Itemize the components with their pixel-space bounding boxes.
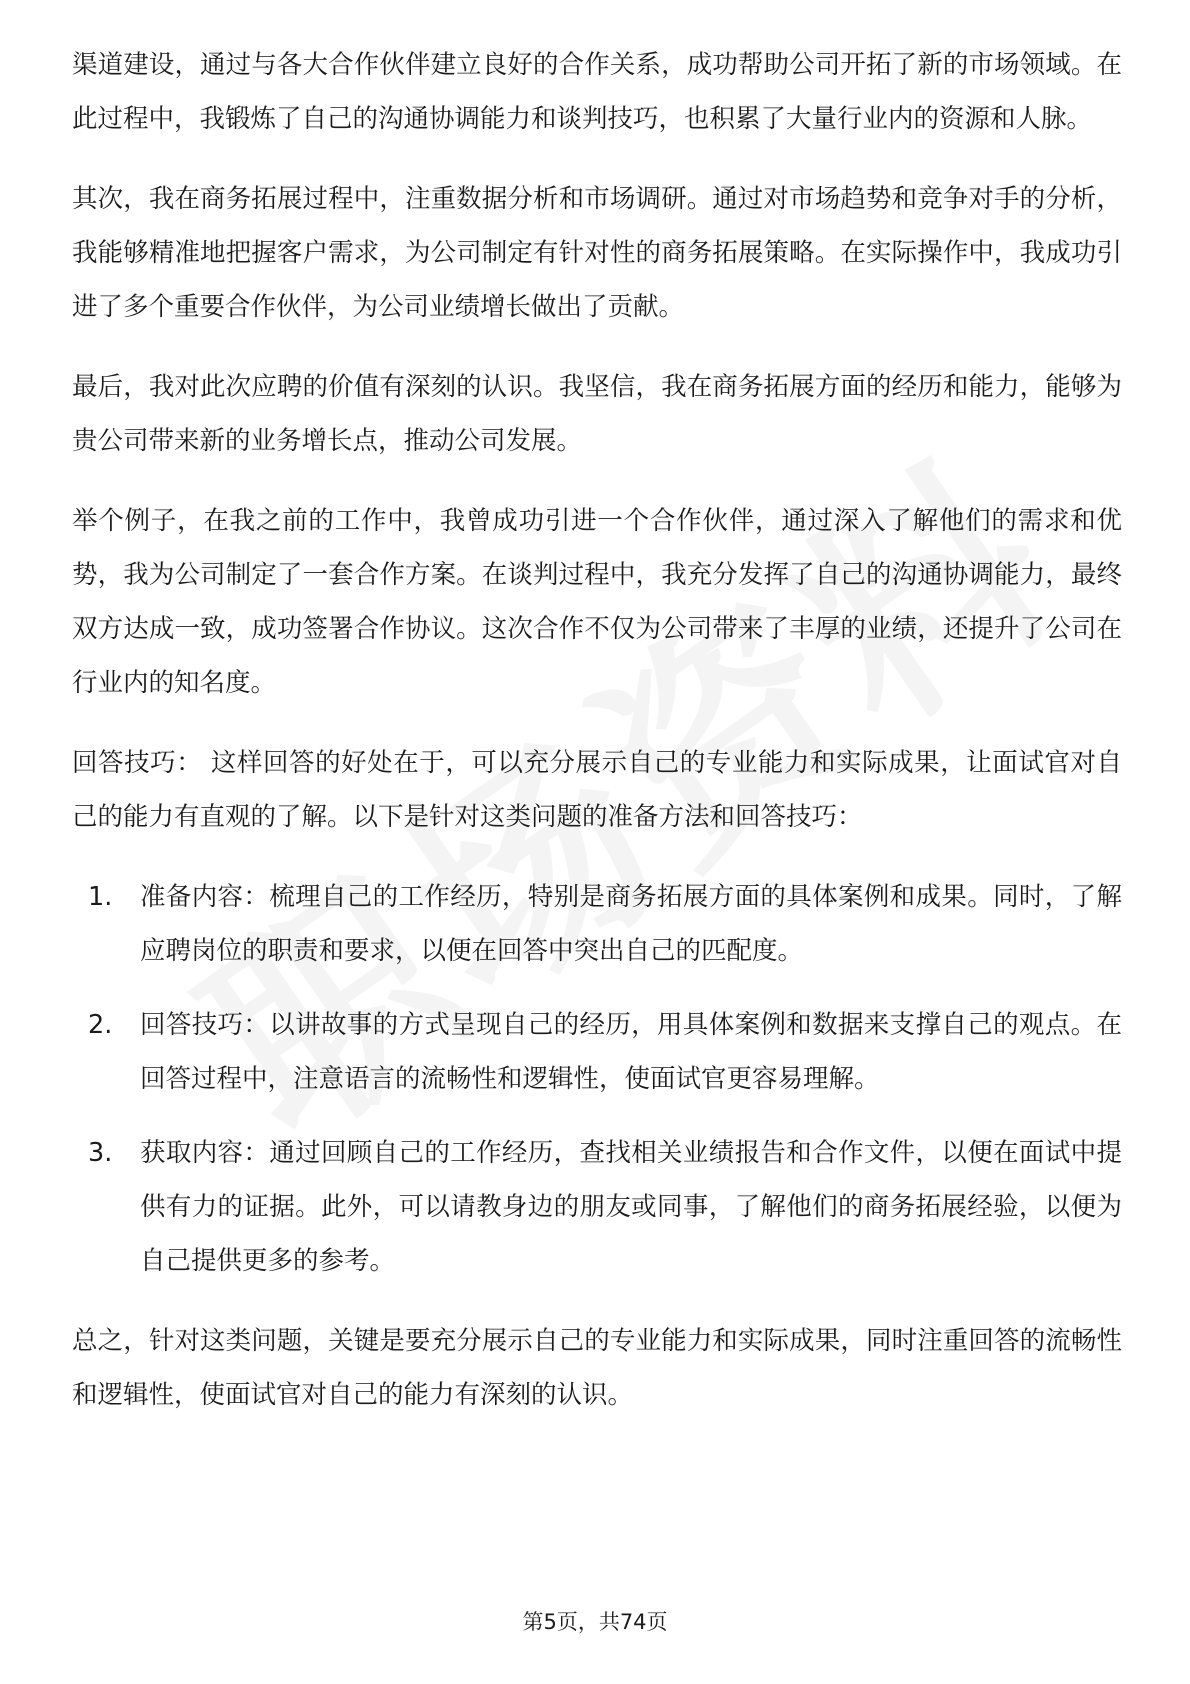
tips-list [72,870,1122,1288]
list-item-number: 1. [88,882,113,912]
paragraph: 举个例子，在我之前的工作中，我曾成功引进一个合作伙伴，通过深入了解他们的需求和优势，我为公司制定了一套合作方案。在谈判过程中，我充分发挥了自己的沟通协调能力，最终双方达成一致，成功签署合作协议。这次合作不仅为公司带来了丰厚的业绩，还提升了公司在行业内的知名度。 [72,506,1122,698]
list-item [88,998,1122,1106]
conclusion-paragraph: 总之，针对这类问题，关键是要充分展示自己的专业能力和实际成果，同时注重回答的流畅性和逻辑性，使面试官对自己的能力有深刻的认识。 [72,1326,1122,1410]
answer-tips-intro: 回答技巧： 这样回答的好处在于，可以充分展示自己的专业能力和实际成果，让面试官对自己的能力有直观的了解。以下是针对这类问题的准备方法和回答技巧： [72,748,1122,832]
list-item-number: 3. [88,1138,113,1168]
page-number: 第5页，共74页 [522,1610,668,1634]
list-item-text: 准备内容：梳理自己的工作经历，特别是商务拓展方面的具体案例和成果。同时，了解应聘岗位的职责和要求，以便在回答中突出自己的匹配度。 [140,882,1122,966]
paragraph: 最后，我对此次应聘的价值有深刻的认识。我坚信，我在商务拓展方面的经历和能力，能够为贵公司带来新的业务增长点，推动公司发展。 [72,372,1122,456]
list-item [88,870,1122,978]
paragraph: 其次，我在商务拓展过程中，注重数据分析和市场调研。通过对市场趋势和竞争对手的分析，我能够精准地把握客户需求，为公司制定有针对性的商务拓展策略。在实际操作中，我成功引进了多个重要合作伙伴，为公司业绩增长做出了贡献。 [72,184,1122,322]
list-item-number: 2. [88,1010,113,1040]
list-item [88,1126,1122,1288]
list-item-text: 回答技巧：以讲故事的方式呈现自己的经历，用具体案例和数据来支撑自己的观点。在回答过程中，注意语言的流畅性和逻辑性，使面试官更容易理解。 [140,1010,1122,1094]
document-body [72,38,1122,1448]
paragraph: 渠道建设，通过与各大合作伙伴建立良好的合作关系，成功帮助公司开拓了新的市场领域。在此过程中，我锻炼了自己的沟通协调能力和谈判技巧，也积累了大量行业内的资源和人脉。 [72,50,1122,134]
list-item-text: 获取内容：通过回顾自己的工作经历，查找相关业绩报告和合作文件，以便在面试中提供有力的证据。此外，可以请教身边的朋友或同事，了解他们的商务拓展经验，以便为自己提供更多的参考。 [140,1138,1122,1276]
